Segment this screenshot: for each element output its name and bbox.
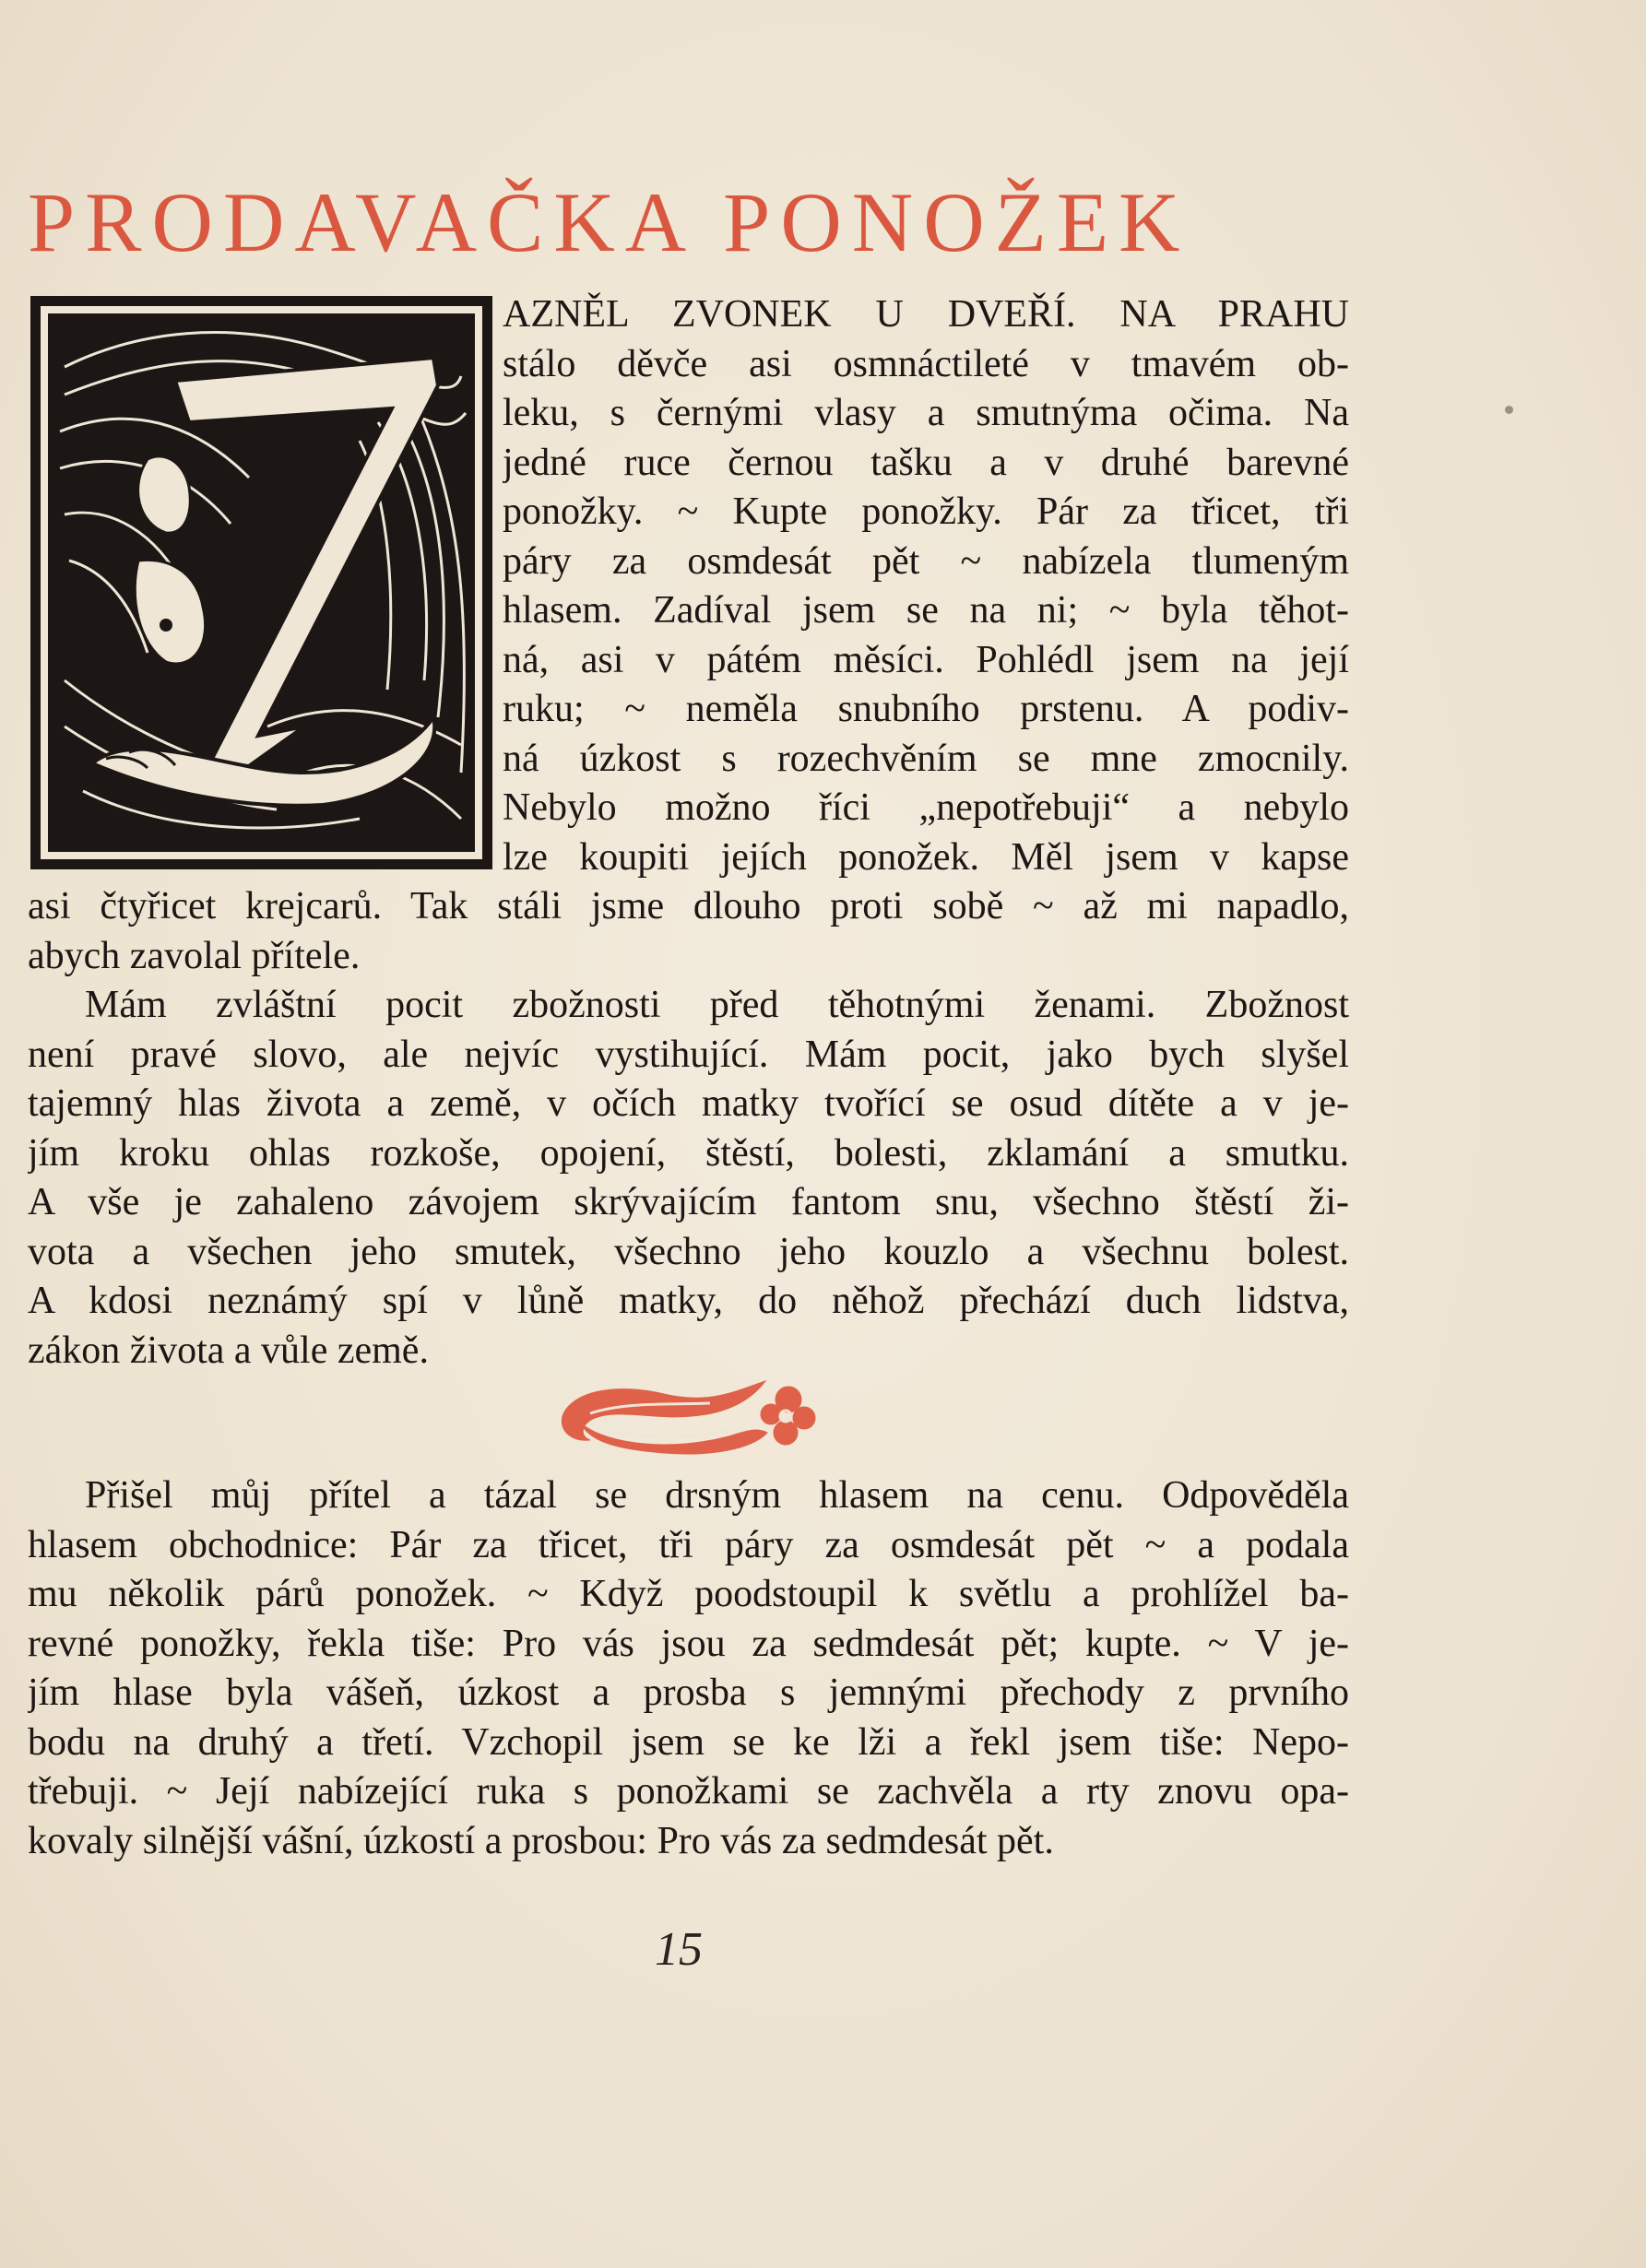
text-line: Nebylo možno říci „nepotřebuji“ a nebylo bbox=[503, 786, 1349, 829]
page-number: 15 bbox=[655, 1923, 703, 1976]
text-line: revné ponožky, řekla tiše: Pro vás jsou za sedmdesát pět; kupte. ~ V je- bbox=[28, 1622, 1349, 1665]
text-line: není pravé slovo, ale nejvíc vystihující. Mám pocit, jako bych slyšel bbox=[28, 1033, 1349, 1076]
text-line: abych zavolal přítele. bbox=[28, 934, 361, 977]
text-line: A kdosi neznámý spí v lůně matky, do něhož přechází duch lidstva, bbox=[28, 1280, 1349, 1322]
text-line: lze koupiti jejích ponožek. Měl jsem v kapse bbox=[503, 835, 1349, 879]
text-line: tajemný hlas života a země, v očích matky tvořící se osud dítěte a v je- bbox=[28, 1082, 1349, 1125]
text-line: bodu na druhý a třetí. Vzchopil jsem se ke lži a řekl jsem tiše: Nepo- bbox=[28, 1720, 1349, 1764]
text-line: AZNĚL ZVONEK U DVEŘÍ. NA PRAHU bbox=[503, 293, 1349, 336]
chapter-title: PRODAVAČKA PONOŽEK bbox=[28, 175, 1190, 269]
text-line: hlasem. Zadíval jsem se na ni; ~ byla těhot- bbox=[503, 589, 1349, 632]
paragraph-2 bbox=[28, 981, 1349, 1376]
text-line: jím hlase byla vášeň, úzkost a prosba s jemnými přechody z prvního bbox=[28, 1671, 1349, 1714]
text-line: třebuji. ~ Její nabízející ruka s ponožkami se zachvěla a rty znovu opa- bbox=[28, 1770, 1349, 1813]
floral-ornament-icon bbox=[553, 1372, 821, 1462]
text-line: ruku; ~ neměla snubního prstenu. A podiv- bbox=[503, 688, 1349, 730]
text-line: jím kroku ohlas rozkoše, opojení, štěstí, bolesti, zklamání a smutku. bbox=[28, 1131, 1349, 1175]
text-line: leku, s černými vlasy a smutnýma očima. Na bbox=[503, 392, 1349, 434]
text-line: mu několik párů ponožek. ~ Když poodstoupil k světlu a prohlížel ba- bbox=[28, 1573, 1349, 1615]
text-line: ná úzkost s rozechvěním se mne zmocnily. bbox=[503, 737, 1349, 780]
text-line: kovaly silnější vášní, úzkostí a prosbou: Pro vás za sedmdesát pět. bbox=[28, 1819, 1054, 1862]
text-line: stálo děvče asi osmnáctileté v tmavém ob- bbox=[503, 342, 1349, 385]
text-line: ponožky. ~ Kupte ponožky. Pár za třicet, tři bbox=[503, 490, 1349, 533]
text-line: asi čtyřicet krejcarů. Tak stáli jsme dlouho proti sobě ~ až mi napadlo, bbox=[28, 885, 1349, 927]
text-line: Mám zvláštní pocit zbožnosti před těhotnými ženami. Zbožnost bbox=[85, 984, 1349, 1026]
decorative-initial-z bbox=[28, 293, 495, 872]
text-line: zákon života a vůle země. bbox=[28, 1329, 429, 1372]
paragraph-1-beside-initial bbox=[503, 290, 1349, 882]
paper-speck bbox=[1505, 406, 1513, 414]
text-line: ná, asi v pátém měsíci. Pohlédl jsem na její bbox=[503, 638, 1349, 681]
text-line: páry za osmdesát pět ~ nabízela tlumeným bbox=[503, 539, 1349, 583]
text-line: vota a všechen jeho smutek, všechno jeho kouzlo a všechnu bolest. bbox=[28, 1230, 1349, 1273]
text-line: A vše je zahaleno závojem skrývajícím fantom snu, všechno štěstí ži- bbox=[28, 1181, 1349, 1223]
text-line: jedné ruce černou tašku a v druhé barevné bbox=[503, 441, 1349, 484]
text-line: Přišel můj přítel a tázal se drsným hlasem na cenu. Odpověděla bbox=[85, 1474, 1349, 1517]
paragraph-3 bbox=[28, 1471, 1349, 1866]
paragraph-1-continuation bbox=[28, 882, 1349, 981]
text-line: hlasem obchodnice: Pár za třicet, tři páry za osmdesát pět ~ a podala bbox=[28, 1523, 1349, 1566]
